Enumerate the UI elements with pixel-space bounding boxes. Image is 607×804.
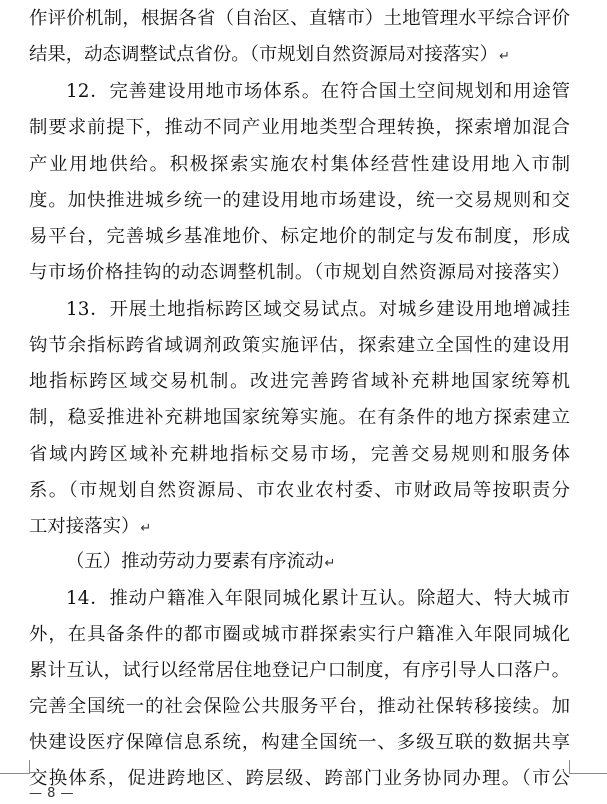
line-text: 省域内跨区域补充耕地指标交易市场，完善交易规则和服务体 (29, 444, 570, 465)
line-text: 外，在具备条件的都市圈或城市群探索实行户籍准入年限同城化 (29, 624, 570, 645)
body-line (29, 769, 570, 789)
body-line (29, 733, 570, 753)
body-line (29, 191, 570, 211)
line-text: 12．完善建设用地市场体系。在符合国土空间规划和用途管 (66, 81, 570, 102)
line-text: 与市场价格挂钩的动态调整机制。（市规划自然资源局对接落实） (29, 262, 570, 283)
body-line (66, 589, 570, 609)
line-text: 完善全国统一的社会保险公共服务平台，推动社保转移接续。加 (29, 696, 570, 717)
line-text: 钩节余指标跨省域调剂政策实施评估，探索建立全国性的建设用 (29, 335, 570, 356)
body-line (29, 118, 570, 138)
body-line (29, 372, 570, 392)
line-text: 快建设医疗保障信息系统，构建全国统一、多级互联的数据共享 (29, 732, 570, 753)
body-line (29, 625, 570, 645)
line-text: 制要求前提下，推动不同产业用地类型合理转换，探索增加混合 (29, 117, 570, 138)
body-line (29, 263, 570, 283)
body-line (29, 9, 570, 29)
body-line (29, 155, 570, 175)
crop-mark-left (0, 760, 30, 774)
line-text: 易平台，完善城乡基准地价、标定地价的制定与发布制度，形成 (29, 226, 570, 247)
body-line (66, 82, 570, 102)
body-line (29, 408, 570, 428)
line-text: 度。加快推进城乡统一的建设用地市场建设，统一交易规则和交 (29, 190, 570, 211)
line-text: 地指标跨区域交易机制。改进完善跨省域补充耕地国家统筹机 (29, 371, 570, 392)
line-text: 系。（市规划自然资源局、市农业农村委、市财政局等按职责分 (29, 480, 570, 501)
body-line (29, 445, 570, 465)
paragraph-mark-icon: ↵ (140, 521, 152, 536)
body-line (29, 227, 570, 247)
paragraph-mark-icon: ↵ (324, 556, 336, 571)
heading-text: （五）推动劳动力要素有序流动 (66, 551, 324, 572)
line-text: 工对接落实） (29, 516, 140, 537)
section-heading (66, 552, 335, 574)
line-text: 13．开展土地指标跨区域交易试点。对城乡建设用地增减挂 (66, 299, 570, 320)
line-text: 制，稳妥推进补充耕地国家统筹实施。在有条件的地方探索建立 (29, 407, 570, 428)
body-line (29, 336, 570, 356)
body-line (29, 697, 570, 717)
line-text: 14．推动户籍准入年限同城化累计互认。除超大、特大城市 (66, 588, 570, 609)
body-line (29, 45, 570, 67)
line-text: 累计互认，试行以经常居住地登记户口制度，有序引导人口落户。 (29, 660, 570, 681)
line-text: 作评价机制，根据各省（自治区、直辖市）土地管理水平综合评价 (29, 8, 570, 29)
page-number: — 8 — (29, 786, 75, 801)
body-line (29, 517, 570, 539)
body-line (66, 300, 570, 320)
body-line (29, 481, 570, 501)
line-text: 结果，动态调整试点省份。（市规划自然资源局对接落实） (29, 44, 498, 65)
line-text: 交换体系，促进跨地区、跨层级、跨部门业务协同办理。（市公 (29, 768, 570, 789)
crop-mark-right (569, 760, 607, 774)
line-text: 产业用地供给。积极探索实施农村集体经营性建设用地入市制 (29, 154, 570, 175)
paragraph-mark-icon: ↵ (498, 49, 510, 64)
body-line (29, 661, 570, 681)
